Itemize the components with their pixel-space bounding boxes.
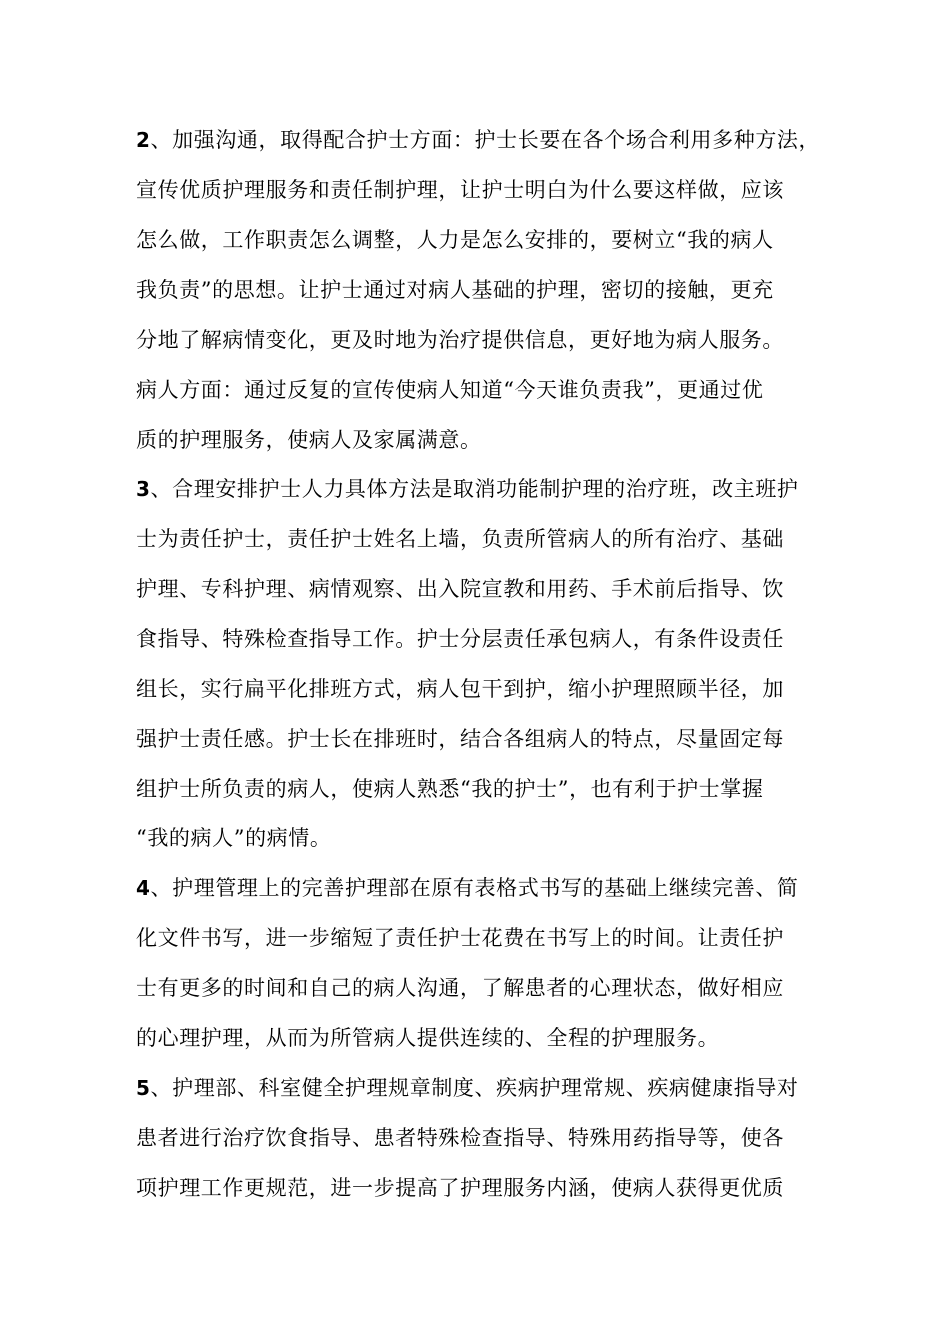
paragraph-3-line-3 <box>136 574 784 604</box>
text-line: 组护士所负责的病人，使病人熟悉“我的护士”，也有利于护士掌握 <box>136 777 764 801</box>
text-line: “我的病人”的病情。 <box>136 826 332 850</box>
paragraph-3-line-6 <box>136 724 784 754</box>
paragraph-3-line-5 <box>136 674 784 704</box>
paragraph-2-line-3 <box>136 225 774 255</box>
text-line: 怎么做，工作职责怎么调整，人力是怎么安排的，要树立“我的病人 <box>136 228 774 252</box>
paragraph-2-line-7 <box>136 425 482 455</box>
paragraph-2-line-6 <box>136 375 763 405</box>
paragraph-4-line-4 <box>136 1023 719 1053</box>
paragraph-number: 4 <box>136 876 151 900</box>
paragraph-2-line-1 <box>136 125 820 155</box>
paragraph-5-line-1 <box>136 1073 799 1103</box>
text-line: 、加强沟通，取得配合护士方面：护士长要在各个场合利用多种方法， <box>150 128 821 152</box>
text-line: 、护理部、科室健全护理规章制度、疾病护理常规、疾病健康指导对 <box>150 1076 799 1100</box>
paragraph-5-line-3 <box>136 1173 784 1203</box>
text-line: 病人方面：通过反复的宣传使病人知道“今天谁负责我”，更通过优 <box>136 378 764 402</box>
text-line: 、护理管理上的完善护理部在原有表格式书写的基础上继续完善、简 <box>150 876 799 900</box>
text-line: 质的护理服务，使病人及家属满意。 <box>136 428 482 452</box>
text-line: 组长，实行扁平化排班方式，病人包干到护，缩小护理照顾半径，加 <box>136 677 784 701</box>
paragraph-5-line-2 <box>136 1123 784 1153</box>
paragraph-3-line-8 <box>136 823 331 853</box>
text-line: 士为责任护士，责任护士姓名上墙，负责所管病人的所有治疗、基础 <box>136 527 784 551</box>
text-line: 、合理安排护士人力具体方法是取消功能制护理的治疗班，改主班护 <box>150 477 799 501</box>
paragraph-2-line-5 <box>136 325 784 355</box>
paragraph-number: 3 <box>136 477 151 501</box>
text-line: 护理、专科护理、病情观察、出入院宣教和用药、手术前后指导、饮 <box>136 577 784 601</box>
text-line: 强护士责任感。护士长在排班时，结合各组病人的特点，尽量固定每 <box>136 727 784 751</box>
paragraph-2-line-4 <box>136 275 774 305</box>
text-line: 项护理工作更规范，进一步提高了护理服务内涵，使病人获得更优质 <box>136 1176 784 1200</box>
paragraph-3-line-2 <box>136 524 784 554</box>
paragraph-3-line-1 <box>136 474 799 504</box>
text-line: 宣传优质护理服务和责任制护理，让护士明白为什么要这样做，应该 <box>136 178 784 202</box>
text-line: 的心理护理，从而为所管病人提供连续的、全程的护理服务。 <box>136 1026 720 1050</box>
text-line: 分地了解病情变化，更及时地为治疗提供信息，更好地为病人服务。 <box>136 328 784 352</box>
paragraph-4-line-2 <box>136 923 784 953</box>
text-line: 食指导、特殊检查指导工作。护士分层责任承包病人，有条件设责任 <box>136 627 784 651</box>
paragraph-4-line-1 <box>136 873 799 903</box>
text-line: 化文件书写，进一步缩短了责任护士花费在书写上的时间。让责任护 <box>136 926 784 950</box>
paragraph-4-line-3 <box>136 973 784 1003</box>
text-line: 患者进行治疗饮食指导、患者特殊检查指导、特殊用药指导等，使各 <box>136 1126 784 1150</box>
paragraph-number: 2 <box>136 128 151 152</box>
paragraph-3-line-4 <box>136 624 784 654</box>
text-line: 我负责”的思想。让护士通过对病人基础的护理，密切的接触，更充 <box>136 278 774 302</box>
paragraph-number: 5 <box>136 1076 151 1100</box>
text-line: 士有更多的时间和自己的病人沟通，了解患者的心理状态，做好相应 <box>136 976 784 1000</box>
paragraph-2-line-2 <box>136 175 784 205</box>
paragraph-3-line-7 <box>136 774 763 804</box>
